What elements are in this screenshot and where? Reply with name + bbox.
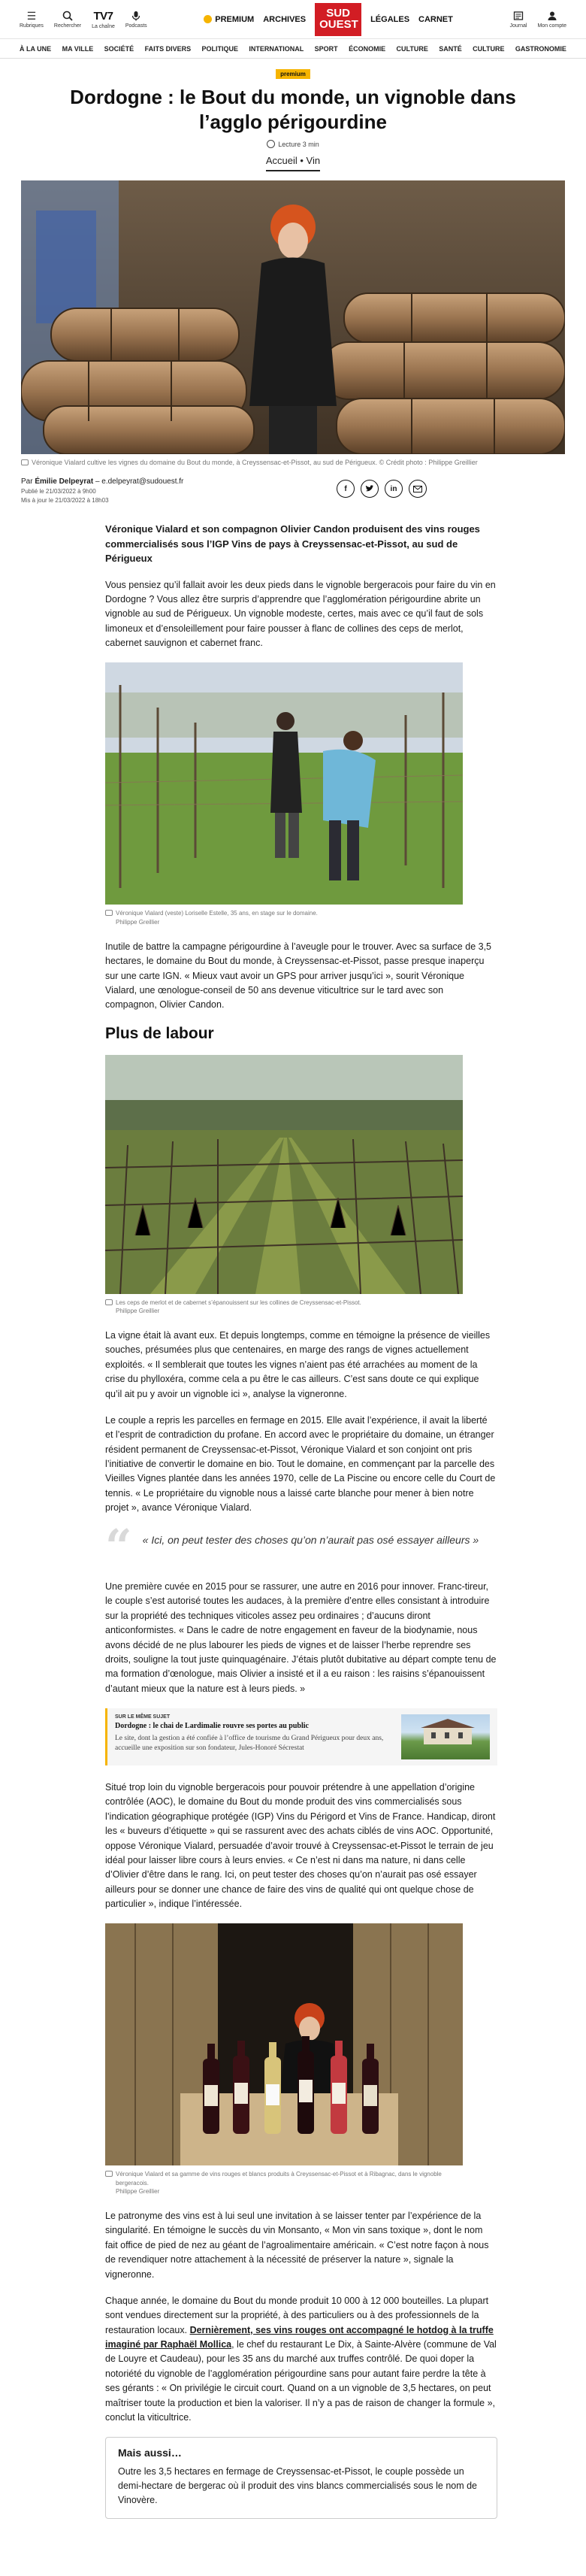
tv-button[interactable]: TV7 La chaîne [92,9,115,29]
image-caption: Véronique Vialard (veste) Loriselle Estelle, 35 ans, en stage sur le domaine. Philippe Greillier [105,909,463,926]
user-icon [546,10,558,22]
publish-date: Publié le 21/03/2022 à 9h00 [21,488,96,495]
section-heading: Plus de labour [105,1024,214,1042]
paragraph: Une première cuvée en 2015 pour se rassurer, une autre en 2016 pour innover. Franc-tireur, le couple s’est autorisé toutes les audaces, à la première d’entre elles consistant à introduire sur la propriété des techniques viticoles assez peu ordinaires ; d’aucuns diront anticonformistes. « Dans le cadre de notre engagement en faveur de la biodynamie, nous avons décidé de ne plus labourer les pieds de vignes et de laisser l’herbe reprendre ses droits, souligne la tout juste quinquagénaire. J’étais plutôt dubitative au départ compte tenu de ma formation d’œnologue, mais Olivier a insisté et il a eu raison : les raisins s’épanouissent d’autant mieux que la nature est à leurs pieds. » [105,1581,497,1694]
tv-icon: TV7 [93,9,113,23]
journal-button[interactable]: Journal [510,10,527,29]
article-lead: Véronique Vialard et son compagnon Olivier Candon produisent des vins rouges commercialisés sous l’IGP Vins de pays à Creyssensac-et-Pissot, au sud de Périgueux [105,523,480,564]
camera-icon [105,910,113,916]
aside-text: Outre les 3,5 hectares en fermage de Creyssensac-et-Pissot, le couple possède un demi-hectare de bergerac où il produit des vins blancs commercialisés sous le nom de Vinovère. [118,2466,478,2505]
pull-quote: “ « Ici, on peut tester des choses qu’on n’aurait pas osé essayer ailleurs » [105,1518,479,1574]
nav-item-politique[interactable]: POLITIQUE [201,44,239,53]
aside-box [105,2437,497,2518]
menu-icon: ☰ [26,9,37,22]
main-nav [0,39,586,59]
reading-time: Lecture 3 min [45,140,541,148]
share-buttons [337,480,427,498]
hero-image [21,180,565,454]
image-caption: Véronique Vialard et sa gamme de vins rouges et blancs produits à Creyssensac-et-Pissot et à Ribagnac, dans le vignoble bergeracois. Philippe Greillier [105,2170,463,2196]
wine-bottles-image [105,1923,463,2165]
related-description: Le site, dont la gestion a été confiée à l’office de tourisme du Grand Périgueux pour deux ans, accueille une exposition sur son fondateur, Jules-Honoré Sécrestat [115,1735,384,1752]
top-bar [0,0,586,39]
breadcrumb[interactable]: Accueil • Vin [266,155,320,171]
nav-item-international[interactable]: INTERNATIONAL [249,44,304,53]
facebook-icon[interactable]: f [337,480,355,498]
search-icon [62,10,74,22]
author-email[interactable]: – e.delpeyrat@sudouest.fr [95,477,184,486]
vineyard-image-2 [105,1055,463,1294]
paragraph: Vous pensiez qu’il fallait avoir les deux pieds dans le vignoble bergeracois pour faire du vin en Dordogne ? Vous allez être surpris d’apprendre que l’agglomération périgourdine abrite un vignoble au sud de Périgueux. Un vignoble modeste, certes, mais avec ce qu’il faut de sols limoneux et d’ensoleillement pour faire pousser à flanc de collines des ceps de merlot, cabernet sauvignon et cabernet franc. [105,579,496,648]
podcasts-button[interactable]: Podcasts [125,10,147,29]
nav-item-gastronomie[interactable]: GASTRONOMIE [515,44,566,53]
premium-link[interactable]: PREMIUM [204,15,254,24]
search-button[interactable]: Rechercher [54,10,81,29]
photo-chai-building [401,1714,490,1759]
byline [21,477,183,505]
author-name[interactable]: Émilie Delpeyrat [35,477,94,486]
top-bar-right [510,10,567,29]
photo-vine-pruning [105,662,463,905]
podcast-icon [130,10,142,22]
legales-link[interactable]: LÉGALES [370,14,410,24]
article-title: Dordogne : le Bout du monde, un vignoble dans l’agglo périgourdine [70,86,516,133]
inline-article-link[interactable]: Dernièrement, ses vins rouges ont accompagné le hotdog à la truffe imaginé par Raphaël Mollica [105,2324,494,2350]
related-article[interactable] [105,1708,497,1765]
site-logo[interactable]: SUD OUEST [315,3,361,36]
nav-item-sante[interactable]: SANTÉ [439,44,462,53]
vineyard-image-1 [105,662,463,905]
article-meta [21,477,565,505]
hero-photo-barrels [21,180,565,454]
nav-item-ma-ville[interactable]: MA VILLE [62,44,94,53]
top-bar-left [20,10,147,29]
rubriques-button[interactable]: ☰ Rubriques [20,9,44,29]
photo-vine-rows [105,1055,463,1294]
account-button[interactable]: Mon compte [537,10,566,29]
paragraph: Inutile de battre la campagne périgourdine à l’aveugle pour le trouver. Avec sa surface de 3,5 hectares, le domaine du Bout du monde, à Creyssensac-et-Pissot, passe presque inaperçu sur une carte IGN. « Mieux vaut avoir un GPS pour arriver jusqu’ici », sourit Véronique Vialard, une œnologue-conseil de 50 ans devenue viticultrice sur le tard avec son compagnon, Olivier Candon. [105,941,491,1011]
camera-icon [21,459,29,465]
camera-icon [105,2171,113,2177]
nav-item-economie[interactable]: ÉCONOMIE [349,44,386,53]
archives-link[interactable]: ARCHIVES [263,14,307,24]
premium-dot-icon [204,15,212,23]
nav-item-faits-divers[interactable]: FAITS DIVERS [144,44,192,53]
top-bar-center [204,3,453,36]
linkedin-icon[interactable]: in [385,480,403,498]
paragraph: Le patronyme des vins est à lui seul une invitation à se laisser tenter par l’expérience de la singularité. En témoigne le succès du vin Monsanto, « Mon vin sans toxique », dont le nom fait office de pied de nez au géant de l’agroalimentaire américain. « C’est notre façon à nous de revendiquer notre attachement à la nécessité de préserver la nature », signale la vigneronne. [105,2211,489,2280]
email-icon[interactable] [409,480,427,498]
carnet-link[interactable]: CARNET [418,14,453,24]
article-body [105,522,497,2519]
nav-item-sport[interactable]: SPORT [314,44,338,53]
hero-caption: Véronique Vialard cultive les vignes du domaine du Bout du monde, à Creyssensac-et-Pissot, au sud de Périgueux. © Crédit photo : Philippe Greillier [21,459,565,466]
paragraph: La vigne était là avant eux. Et depuis longtemps, comme en témoigne la présence de vieilles souches, présumées plus que centenaires, en marge des rangs de vignes actuellement exploités. « Il semblerait que toutes les vignes n’aient pas été arrachées au moment de la crise du phylloxéra, comme cela a pu être le cas ailleurs. C’est sans doute ce qui explique qu’il ait pu y avoir un vignoble ici », analyse la vigneronne. [105,1330,491,1399]
related-title[interactable]: Dordogne : le chai de Lardimalie rouvre ses portes au public [115,1722,309,1731]
update-date: Mis à jour le 21/03/2022 à 18h03 [21,497,109,504]
nav-item-culture-2[interactable]: CULTURE [473,44,505,53]
quote-icon: “ [105,1518,132,1574]
clock-icon [267,140,275,148]
author-line: Par Émilie Delpeyrat – e.delpeyrat@sudouest.fr [21,477,184,486]
paragraph: Le couple a repris les parcelles en fermage en 2015. Elle avait l’expérience, il avait la liberté et l’esprit de contradiction du profane. En accord avec le propriétaire du domaine, un étranger résident permanent de Creyssensac-et-Pissot, Véronique Vialard et son conjoint ont pris l’initiative de convertir le domaine en bio. Tout le domaine, en commençant par la parcelle des Vieilles Vignes plantée dans les années 1970, celle de La Piscine ou encore celle du Court de tennis. « Le propriétaire du vignoble nous a laissé carte blanche pour mener à bien notre projet », avance Véronique Vialard. [105,1414,496,1514]
newspaper-icon [512,10,524,22]
premium-badge: premium [276,69,310,79]
article-header [0,59,586,180]
image-caption: Les ceps de merlot et de cabernet s’épanouissent sur les collines de Creyssensac-et-Pissot. Philippe Greillier [105,1299,463,1315]
photo-wine-bottles [105,1923,463,2165]
paragraph: Chaque année, le domaine du Bout du monde produit 10 000 à 12 000 bouteilles. La plupart sont vendues directement sur la propriété, à des particuliers ou à des professionnels de la restauration locaux. Dernièrement, ses vins rouges ont accompagné le hotdog à la truffe imaginé par Raphaël Mollica, le chef du restaurant Le Dix, à Sainte-Alvère (commune de Val de Louyre et Caudeau), pour les 35 ans du marché aux truffes contrôlé. De quoi doper la notoriété du vignoble de l’agglomération périgourdine sans pour autant faire perdre la tête à ses gérants : « On privilégie le circuit court. Quand on a un vignoble de 3,5 hectares, on peut maîtriser toute la production et bien la valoriser. Il n’y a pas de raison de changer la formule », conclut la viticultrice. [105,2295,497,2423]
related-thumbnail[interactable] [401,1714,490,1759]
aside-title: Mais aussi… [118,2447,182,2459]
nav-item-societe[interactable]: SOCIÉTÉ [104,44,134,53]
twitter-icon[interactable] [361,480,379,498]
nav-item-culture[interactable]: CULTURE [396,44,428,53]
nav-item-une[interactable]: À LA UNE [20,44,52,53]
paragraph: Situé trop loin du vignoble bergeracois pour pouvoir prétendre à une appellation d’origine contrôlée (AOC), le domaine du Bout du monde produit des vins commercialisés sous l’indication géographique protégée (IGP) Vins du Périgord et Vins de France. Handicap, diront les « buveurs d’étiquette » qui se rassurent avec des achats ciblés de vins AOC. Opportunité, oppose Véronique Vialard, persuadée d’avoir trouvé à Creyssensac-et-Pissot le terrain de jeu idéal pour laisser libre cours à leurs envies. « Ce n’est ni dans ma nature, ni dans celle d’Olivier d’être dans le rang. Ici, on peut tester des choses qu’on n’aurait pas osé essayer ailleurs pour se donner une chance de faire des vins de qualité qui ont quelque chose de particulier », indique l’intéressée. [105,1782,496,1910]
related-label: SUR LE MÊME SUJET [115,1714,171,1720]
camera-icon [105,1299,113,1305]
